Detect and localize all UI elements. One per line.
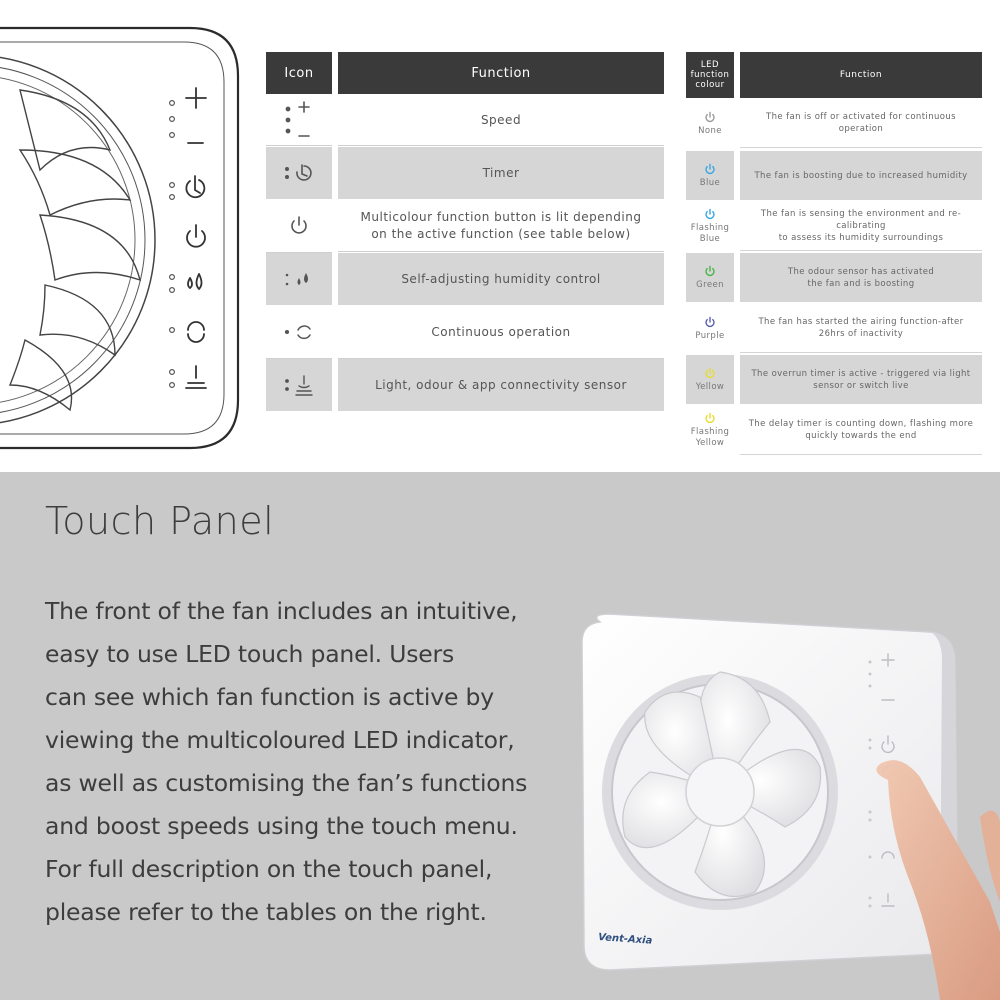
power-icon xyxy=(704,163,716,175)
led-function-text: The delay timer is counting down, flashing more xyxy=(748,419,974,429)
led-colour-label: Blue xyxy=(699,234,721,244)
icon-column-header: Icon xyxy=(266,52,332,94)
led-function-cell xyxy=(740,99,982,148)
touch-panel-reference xyxy=(0,0,1000,472)
led-function-text: The overrun timer is active - triggered via light xyxy=(751,368,971,379)
led-function-cell xyxy=(740,406,982,455)
led-colour-label: Blue xyxy=(699,177,721,188)
led-colour-label: Flashing xyxy=(690,427,730,437)
led-function-text: The fan is boosting due to increased humidity xyxy=(754,170,968,181)
led-colour-cell xyxy=(686,202,734,251)
led-colour-label: Yellow xyxy=(695,438,725,448)
power-icon xyxy=(704,316,716,328)
sensor-icon xyxy=(266,359,332,411)
continuous-icon xyxy=(266,306,332,359)
power-icon xyxy=(266,200,332,253)
speed-icon xyxy=(266,95,332,146)
fan-product-photo xyxy=(570,602,1000,1000)
led-function-text: the fan and is boosting xyxy=(807,278,915,289)
function-continuous: Continuous operation xyxy=(338,306,664,359)
power-icon xyxy=(704,265,716,277)
led-function-cell xyxy=(740,151,982,200)
led-colour-label: Green xyxy=(696,279,724,290)
led-colour-cell xyxy=(686,99,734,148)
led-colour-cell xyxy=(686,355,734,404)
led-function-cell xyxy=(740,253,982,302)
humidity-icon xyxy=(266,253,332,305)
led-function-cell xyxy=(740,304,982,353)
led-function-text: sensor or switch live xyxy=(813,380,909,391)
led-colour-label: Yellow xyxy=(695,381,725,392)
power-icon xyxy=(704,111,716,123)
led-function-text: The fan is sensing the environment and re-calibrating xyxy=(760,209,962,231)
led-colour-cell xyxy=(686,406,734,455)
brand-logo: Vent-Axia xyxy=(597,932,653,947)
function-sensor: Light, odour & app connectivity sensor xyxy=(338,359,664,411)
led-function-text: 26hrs of inactivity xyxy=(818,329,904,339)
function-column-header: Function xyxy=(338,52,664,94)
timer-icon xyxy=(266,147,332,199)
led-colour-column-header: LED function colour xyxy=(686,52,734,98)
fan-panel-line-drawing xyxy=(0,0,250,460)
function-speed: Speed xyxy=(338,95,664,146)
led-function-text: The fan is off or activated for continuous operation xyxy=(766,112,956,134)
led-colour-cell xyxy=(686,151,734,200)
function-timer: Timer xyxy=(338,147,664,199)
led-function-column-header: Function xyxy=(740,52,982,98)
power-icon xyxy=(704,412,716,424)
led-colour-cell xyxy=(686,253,734,302)
led-colour-label: None xyxy=(698,125,722,136)
function-humidity: Self-adjusting humidity control xyxy=(338,253,664,305)
led-colour-label: Flashing xyxy=(690,223,730,233)
led-function-text: The odour sensor has activated xyxy=(787,266,935,277)
power-icon xyxy=(704,208,716,220)
led-function-cell xyxy=(740,202,982,251)
led-colour-label: Purple xyxy=(695,330,725,341)
led-function-text: to assess its humidity surroundings xyxy=(778,233,944,243)
section-description: The front of the fan includes an intuitive, easy to use LED touch panel. Users can see which fan function is active by viewing the multicoloured LED indicator, as well as customising the fan’s functions and boost speeds using the touch menu. For full description on the touch panel, please refer to the tables on the right. xyxy=(45,597,528,926)
led-function-cell xyxy=(740,355,982,404)
led-function-text: quickly towards the end xyxy=(805,431,917,441)
led-colour-cell xyxy=(686,304,734,353)
section-title: Touch Panel xyxy=(45,499,275,543)
function-multicolour-button: Multicolour function button is lit depending on the active function (see table below) xyxy=(338,200,664,252)
touch-panel-section xyxy=(0,472,1000,1000)
power-icon xyxy=(704,367,716,379)
led-function-text: The fan has started the airing function-after xyxy=(758,317,964,327)
